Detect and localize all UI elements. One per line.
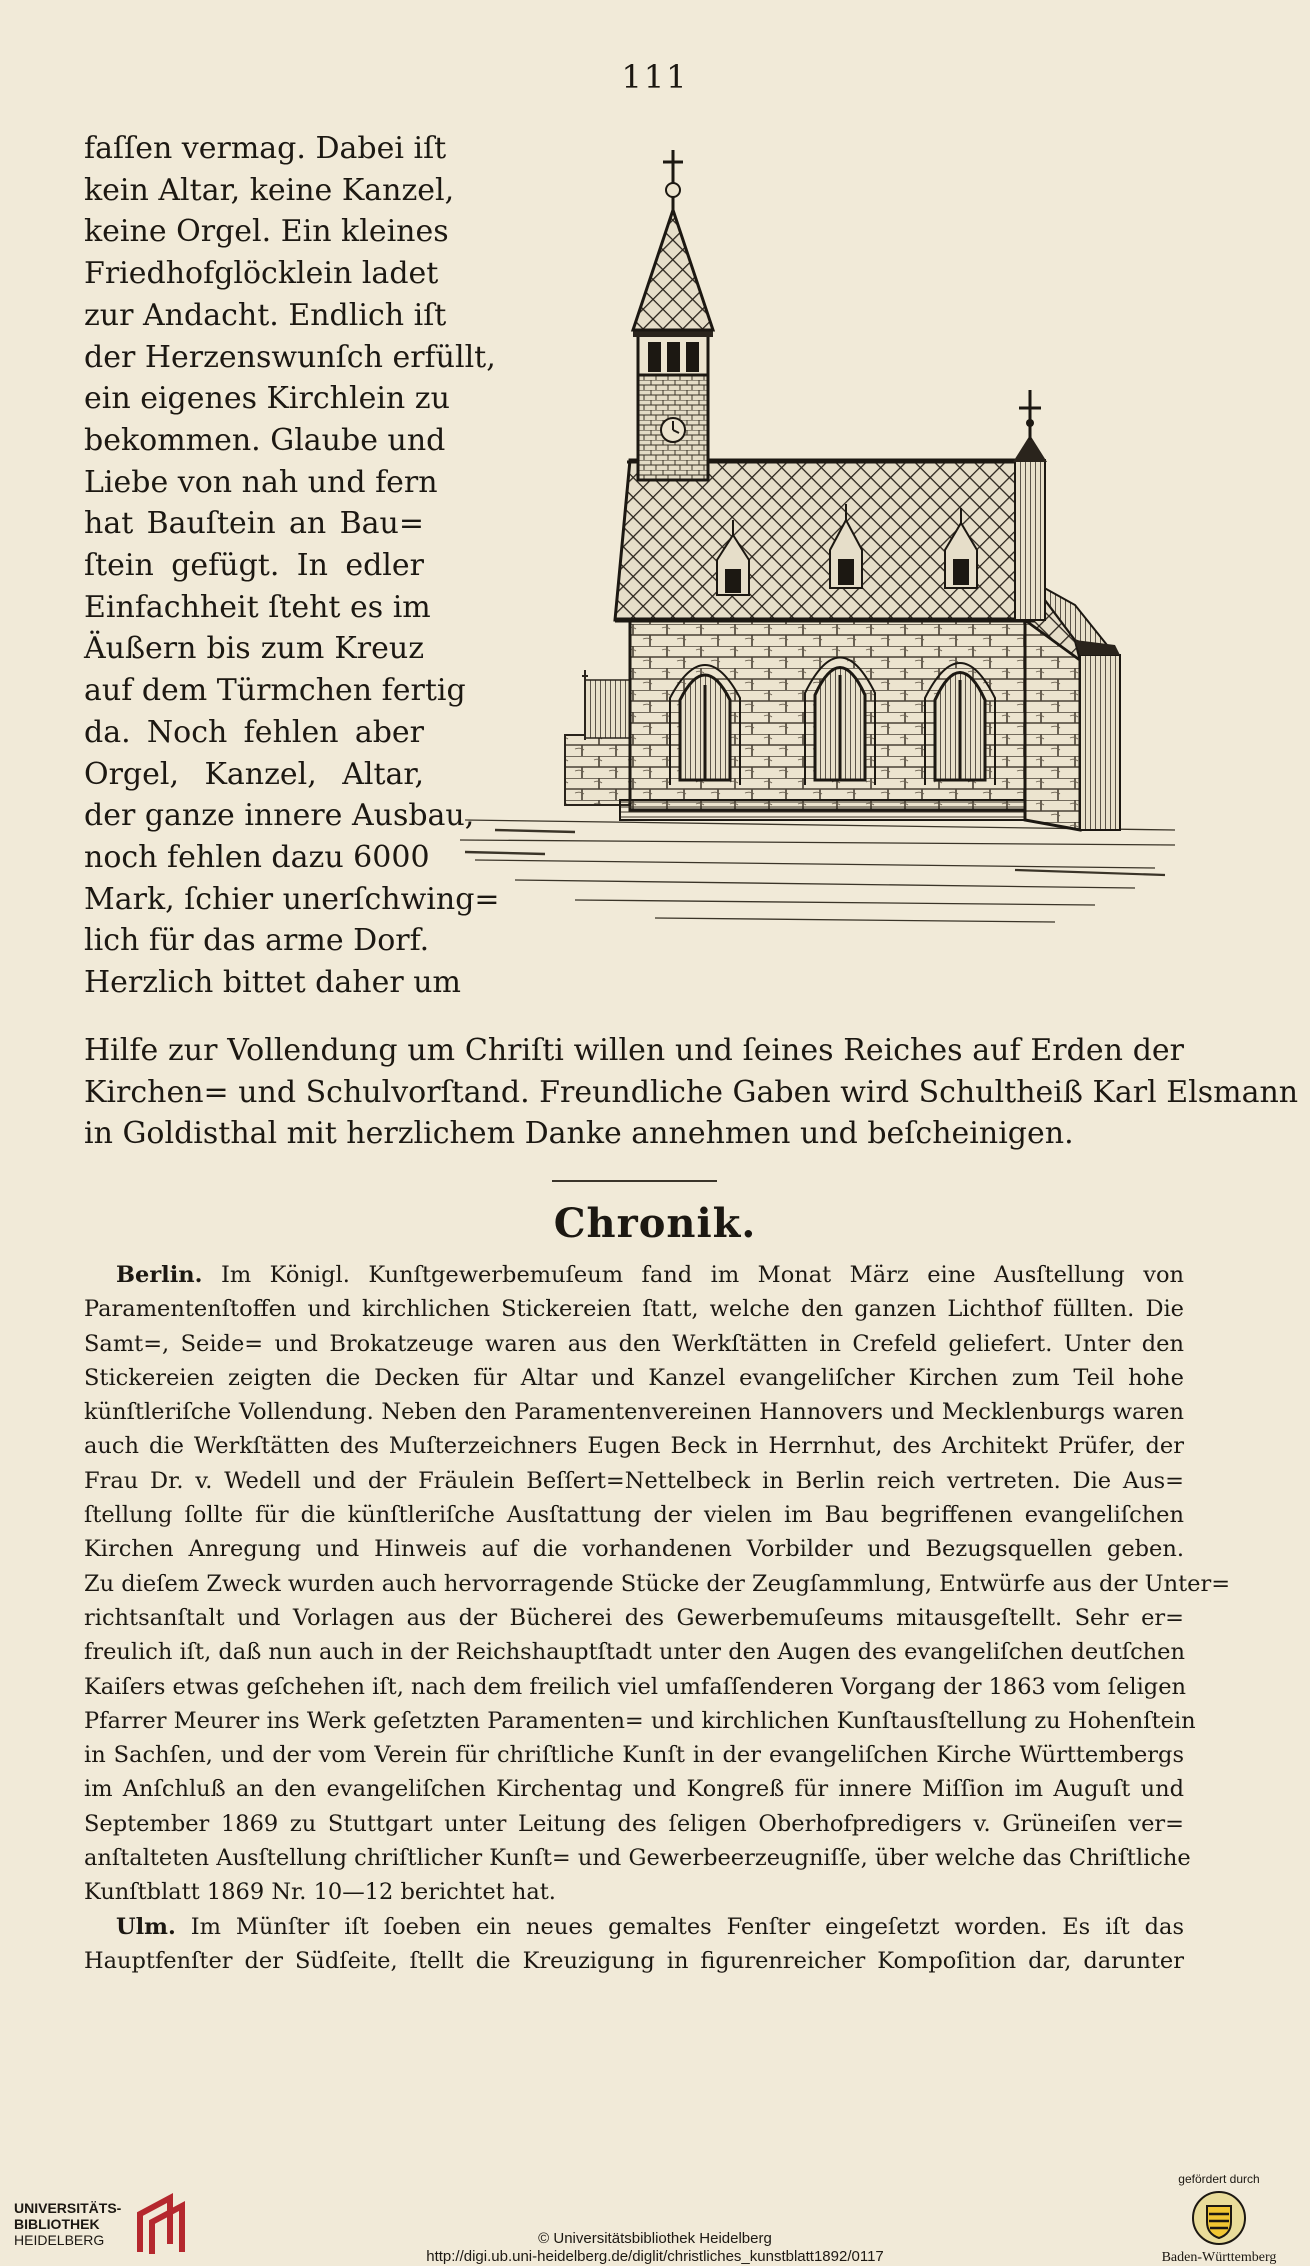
text-line: Mark, ſchier unerſchwing= [84, 881, 500, 917]
chronik-line: künſtleriſche Vollendung. Neben den Paramentenvereinen Hannovers und Mecklenburgs waren [84, 1399, 1184, 1426]
text-line: kein Altar, keine Kanzel, [84, 172, 455, 208]
entry-heading: Berlin. [116, 1262, 203, 1288]
chronik-line: Zu dieſem Zweck wurden auch hervorragende Stücke der Zeugſammlung, Entwürfe aus der Unter= [84, 1570, 1231, 1597]
entry-heading: Ulm. [116, 1913, 176, 1940]
copyright-text: © Universitätsbibliothek Heidelberg [538, 2230, 772, 2247]
chronik-line: Hauptfenſter der Südſeite, ſtellt die Kreuzigung in figurenreicher Kompoſition dar, darunter [84, 1947, 1184, 1974]
chronik-line: im Anſchluß an den evangeliſchen Kirchentag und Kongreß für innere Miſſion im Auguſt und [84, 1776, 1184, 1803]
source-url-link[interactable]: http://digi.ub.uni-heidelberg.de/diglit/christliches_kunstblatt1892/0117 [426, 2248, 884, 2265]
text-line: da. Noch fehlen aber [84, 714, 424, 750]
chronik-line: Kunſtblatt 1869 Nr. 10—12 berichtet hat. [84, 1879, 556, 1906]
text-line: faſſen vermag. Dabei iſt [84, 131, 447, 166]
text-line: Friedhofglöcklein ladet [84, 256, 439, 292]
church-illustration [455, 140, 1185, 1000]
text-line: der ganze innere Ausbau, [84, 798, 475, 834]
text-line: in Goldisthal mit herzlichem Danke annehmen und beſcheinigen. [84, 1116, 1074, 1152]
continuation-paragraph [84, 1030, 1299, 1155]
chronik-text [84, 1258, 1231, 1978]
chronik-line: Kaiſers etwas geſchehen iſt, nach dem freilich viel umfaſſenderen Vorgang der 1863 vom ſeligen [84, 1673, 1187, 1700]
state-seal-icon [1191, 2190, 1247, 2246]
section-title: Chronik. [553, 1200, 757, 1247]
chronik-line: in Sachſen, und der vom Verein für chriſtliche Kunſt in der evangeliſchen Kirche Württembergs [84, 1742, 1184, 1769]
chronik-line: freulich iſt, daß nun auch in der Reichshauptſtadt unter den Augen des evangeliſchen deutſchen [84, 1639, 1185, 1666]
text-line: Herzlich bittet daher um [84, 965, 461, 1001]
chronik-line: September 1869 zu Stuttgart unter Leitung des ſeligen Oberhofpredigers v. Grüneiſen ver= [84, 1810, 1184, 1837]
chronik-line: auch die Werkſtätten des Muſterzeichners Eugen Beck in Herrnhut, des Architekt Prüfer, der [84, 1433, 1184, 1460]
chronik-line: Frau Dr. v. Wedell und der Fräulein Beſſert=Nettelbeck in Berlin reich vertreten. Die Aus= [84, 1467, 1184, 1494]
page-number: 111 [621, 58, 689, 96]
library-name-line: UNIVERSITÄTS- [14, 2200, 122, 2216]
text-line: Hilfe zur Vollendung um Chriſti willen und ſeines Reiches auf Erden der [84, 1033, 1184, 1068]
footer [0, 2150, 1310, 2263]
text-line: zur Andacht. Endlich iſt [84, 297, 447, 333]
bell-tower [633, 150, 713, 480]
chronik-line: Samt=, Seide= und Brokatzeuge waren aus den Werkſtätten in Crefeld geliefert. Unter den [84, 1330, 1184, 1357]
sponsor-block [1144, 2172, 1294, 2266]
library-name-line: HEIDELBERG [14, 2232, 105, 2248]
chronik-line: Stickereien zeigten die Decken für Altar und Kanzel evangeliſcher Kirchen zum Teil hohe [84, 1364, 1184, 1391]
sponsor-name: Baden-Württemberg [1161, 2250, 1277, 2265]
library-name-line: BIBLIOTHEK [14, 2216, 100, 2232]
chronik-line: Berlin. Im Königl. Kunſtgewerbemuſeum fand im Monat März eine Ausſtellung von [116, 1262, 1184, 1288]
text-line: auf dem Türmchen fertig [84, 673, 466, 709]
chronik-line: Pfarrer Meurer ins Werk geſetzten Paramenten= und kirchlichen Kunſtausſtellung zu Hohenſtein [84, 1707, 1196, 1734]
chronik-line: richtsanſtalt und Vorlagen aus der Bücherei des Gewerbemuſeums mitausgeſtellt. Sehr er= [84, 1604, 1184, 1631]
chronik-line: Ulm. Im Münſter iſt ſoeben ein neues gemaltes Fenſter eingeſetzt worden. Es iſt das [116, 1913, 1184, 1940]
text-line: noch fehlen dazu 6000 [84, 839, 430, 875]
chronik-line: Paramentenſtoffen und kirchlichen Stickereien ſtatt, welche den ganzen Lichthof füllten. Die [84, 1296, 1184, 1323]
text-line: hat Bauſtein an Bau= [84, 506, 424, 542]
text-line: Liebe von nah und fern [84, 464, 438, 500]
text-line: der Herzenswunſch erfüllt, [84, 339, 496, 375]
chronik-line: anſtalteten Ausſtellung chriſtlicher Kunſt= und Gewerbeerzeugniſſe, über welche das Chriſtliche [84, 1845, 1191, 1872]
text-line: Äußern bis zum Kreuz [84, 631, 424, 667]
text-line: Orgel, Kanzel, Altar, [84, 756, 424, 792]
chronik-line: ſtellung ſollte für die künſtleriſche Ausſtattung der vielen im Bau begriffenen evangeliſchen [84, 1502, 1184, 1529]
ground-hatching [460, 820, 1175, 922]
text-line: Einfachheit ſteht es im [84, 589, 431, 625]
chronik-line: Kirchen Anregung und Hinweis auf die vorhandenen Vorbilder und Bezugsquellen geben. [84, 1536, 1184, 1563]
text-line: lich für das arme Dorf. [84, 923, 430, 959]
section-divider [552, 1180, 717, 1182]
text-line: ſtein gefügt. In edler [84, 548, 424, 584]
text-line: keine Orgel. Ein kleines [84, 214, 449, 250]
text-line: Kirchen= und Schulvorſtand. Freundliche Gaben wird Schultheiß Karl Elsmann [84, 1074, 1299, 1110]
left-column-text [84, 128, 500, 1004]
sponsor-label: gefördert durch [1178, 2172, 1260, 2186]
text-line: bekommen. Glaube und [84, 422, 446, 458]
text-line: ein eigenes Kirchlein zu [84, 381, 450, 417]
